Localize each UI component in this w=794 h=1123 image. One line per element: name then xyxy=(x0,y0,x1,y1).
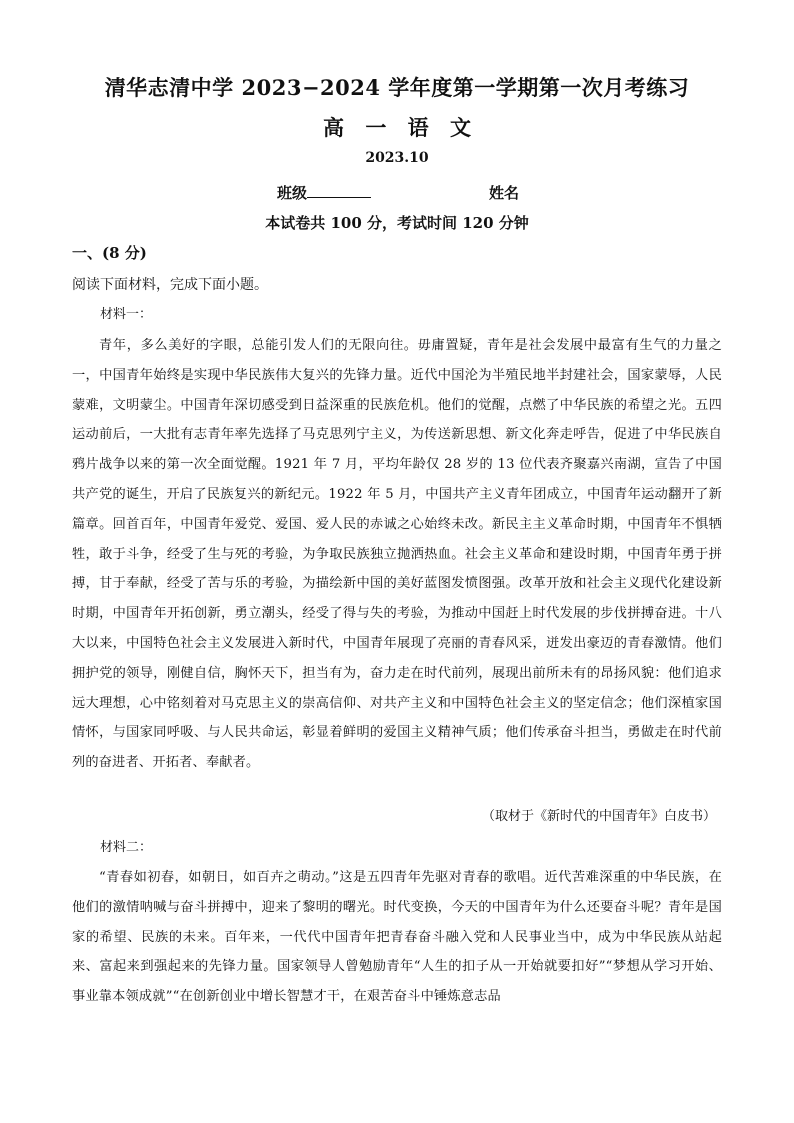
exam-date: 2023.10 xyxy=(365,150,429,166)
exam-title: 清华志清中学 2023−2024 学年度第一学期第一次月考练习 xyxy=(104,75,690,100)
exam-info: 本试卷共 100 分，考试时间 120 分钟 xyxy=(265,214,529,232)
class-field xyxy=(277,182,371,203)
section-instruction: 阅读下面材料，完成下面小题。 xyxy=(72,277,268,293)
class-label: 班级 xyxy=(277,184,308,202)
material1-source: （取材于《新时代的中国青年》白皮书） xyxy=(481,809,716,824)
section-heading: 一、(8 分) xyxy=(72,244,147,262)
material2-text: “青春如初春，如朝日，如百卉之萌动。”这是五四青年先驱对青春的歌唱。近代苦难深重的中华民族，在他们的激情呐喊与奋斗拼搏中，迎来了黎明的曙光。时代变换，今天的中国青年为什么还要奋斗呢？青年是国家的希望、民族的未来。百年来，一代代中国青年把青春奋斗融入党和人民事业当中，成为中华民族从站起来、富起来到强起来的先锋力量。国家领导人曾勉励青年“人生的扣子从一开始就要扣好”“梦想从学习开始、事业靠本领成就”“在创新创业中增长智慧才干，在艰苦奋斗中锤炼意志品 xyxy=(72,870,722,1005)
material1-label: 材料一： xyxy=(100,307,153,322)
class-blank-line xyxy=(307,183,371,198)
material2-label: 材料二： xyxy=(100,840,153,855)
material1-text: 青年，多么美好的字眼，总能引发人们的无限向往。毋庸置疑，青年是社会发展中最富有生气的力量之一，中国青年始终是实现中华民族伟大复兴的先锋力量。近代中国沦为半殖民地半封建社会，国家蒙辱，人民蒙难，文明蒙尘。中国青年深切感受到日益深重的民族危机。他们的觉醒，点燃了中华民族的希望之光。五四运动前后，一大批有志青年率先选择了马克思列宁主义，为传送新思想、新文化奔走呼告，促进了中华民族自鸦片战争以来的第一次全面觉醒。1921 年 7 月，平均年龄仅 28 岁的 13 位代表齐聚嘉兴南湖，宣告了中国共产党的诞生，开启了民族复兴的新纪元。1922 年 5 月，中国共产主义青年团成立，中国青年运动翻开了新篇章。回首百年，中国青年爱党、爱国、爱人民的赤诚之心始终未改。新民主主义革命时期，中国青年不惧牺牲，敢于斗争，经受了生与死的考验，为争取民族独立抛洒热血。社会主义革命和建设时期，中国青年勇于拼搏，甘于奉献，经受了苦与乐的考验，为描绘新中国的美好蓝图发愤图强。改革开放和社会主义现代化建设新时期，中国青年开拓创新，勇立潮头，经受了得与失的考验，为推动中国赶上时代发展的步伐拼搏奋进。十八大以来，中国特色社会主义发展进入新时代，中国青年展现了亮丽的青春风采，迸发出豪迈的青春激情。他们拥护党的领导，刚健自信，胸怀天下，担当有为，奋力走在时代前列，展现出前所未有的昂扬风貌：他们追求远大理想，心中铭刻着对马克思主义的崇高信仰、对共产主义和中国特色社会主义的坚定信念；他们深植家国情怀，与国家同呼吸、与人民共命运，彰显着鲜明的爱国主义精神气质；他们传承奋斗担当，勇做走在时代前列的奋进者、开拓者、奉献者。 xyxy=(72,338,722,771)
subject-title: 高 一 语 文 xyxy=(323,115,471,140)
name-label: 姓名 xyxy=(489,184,520,202)
